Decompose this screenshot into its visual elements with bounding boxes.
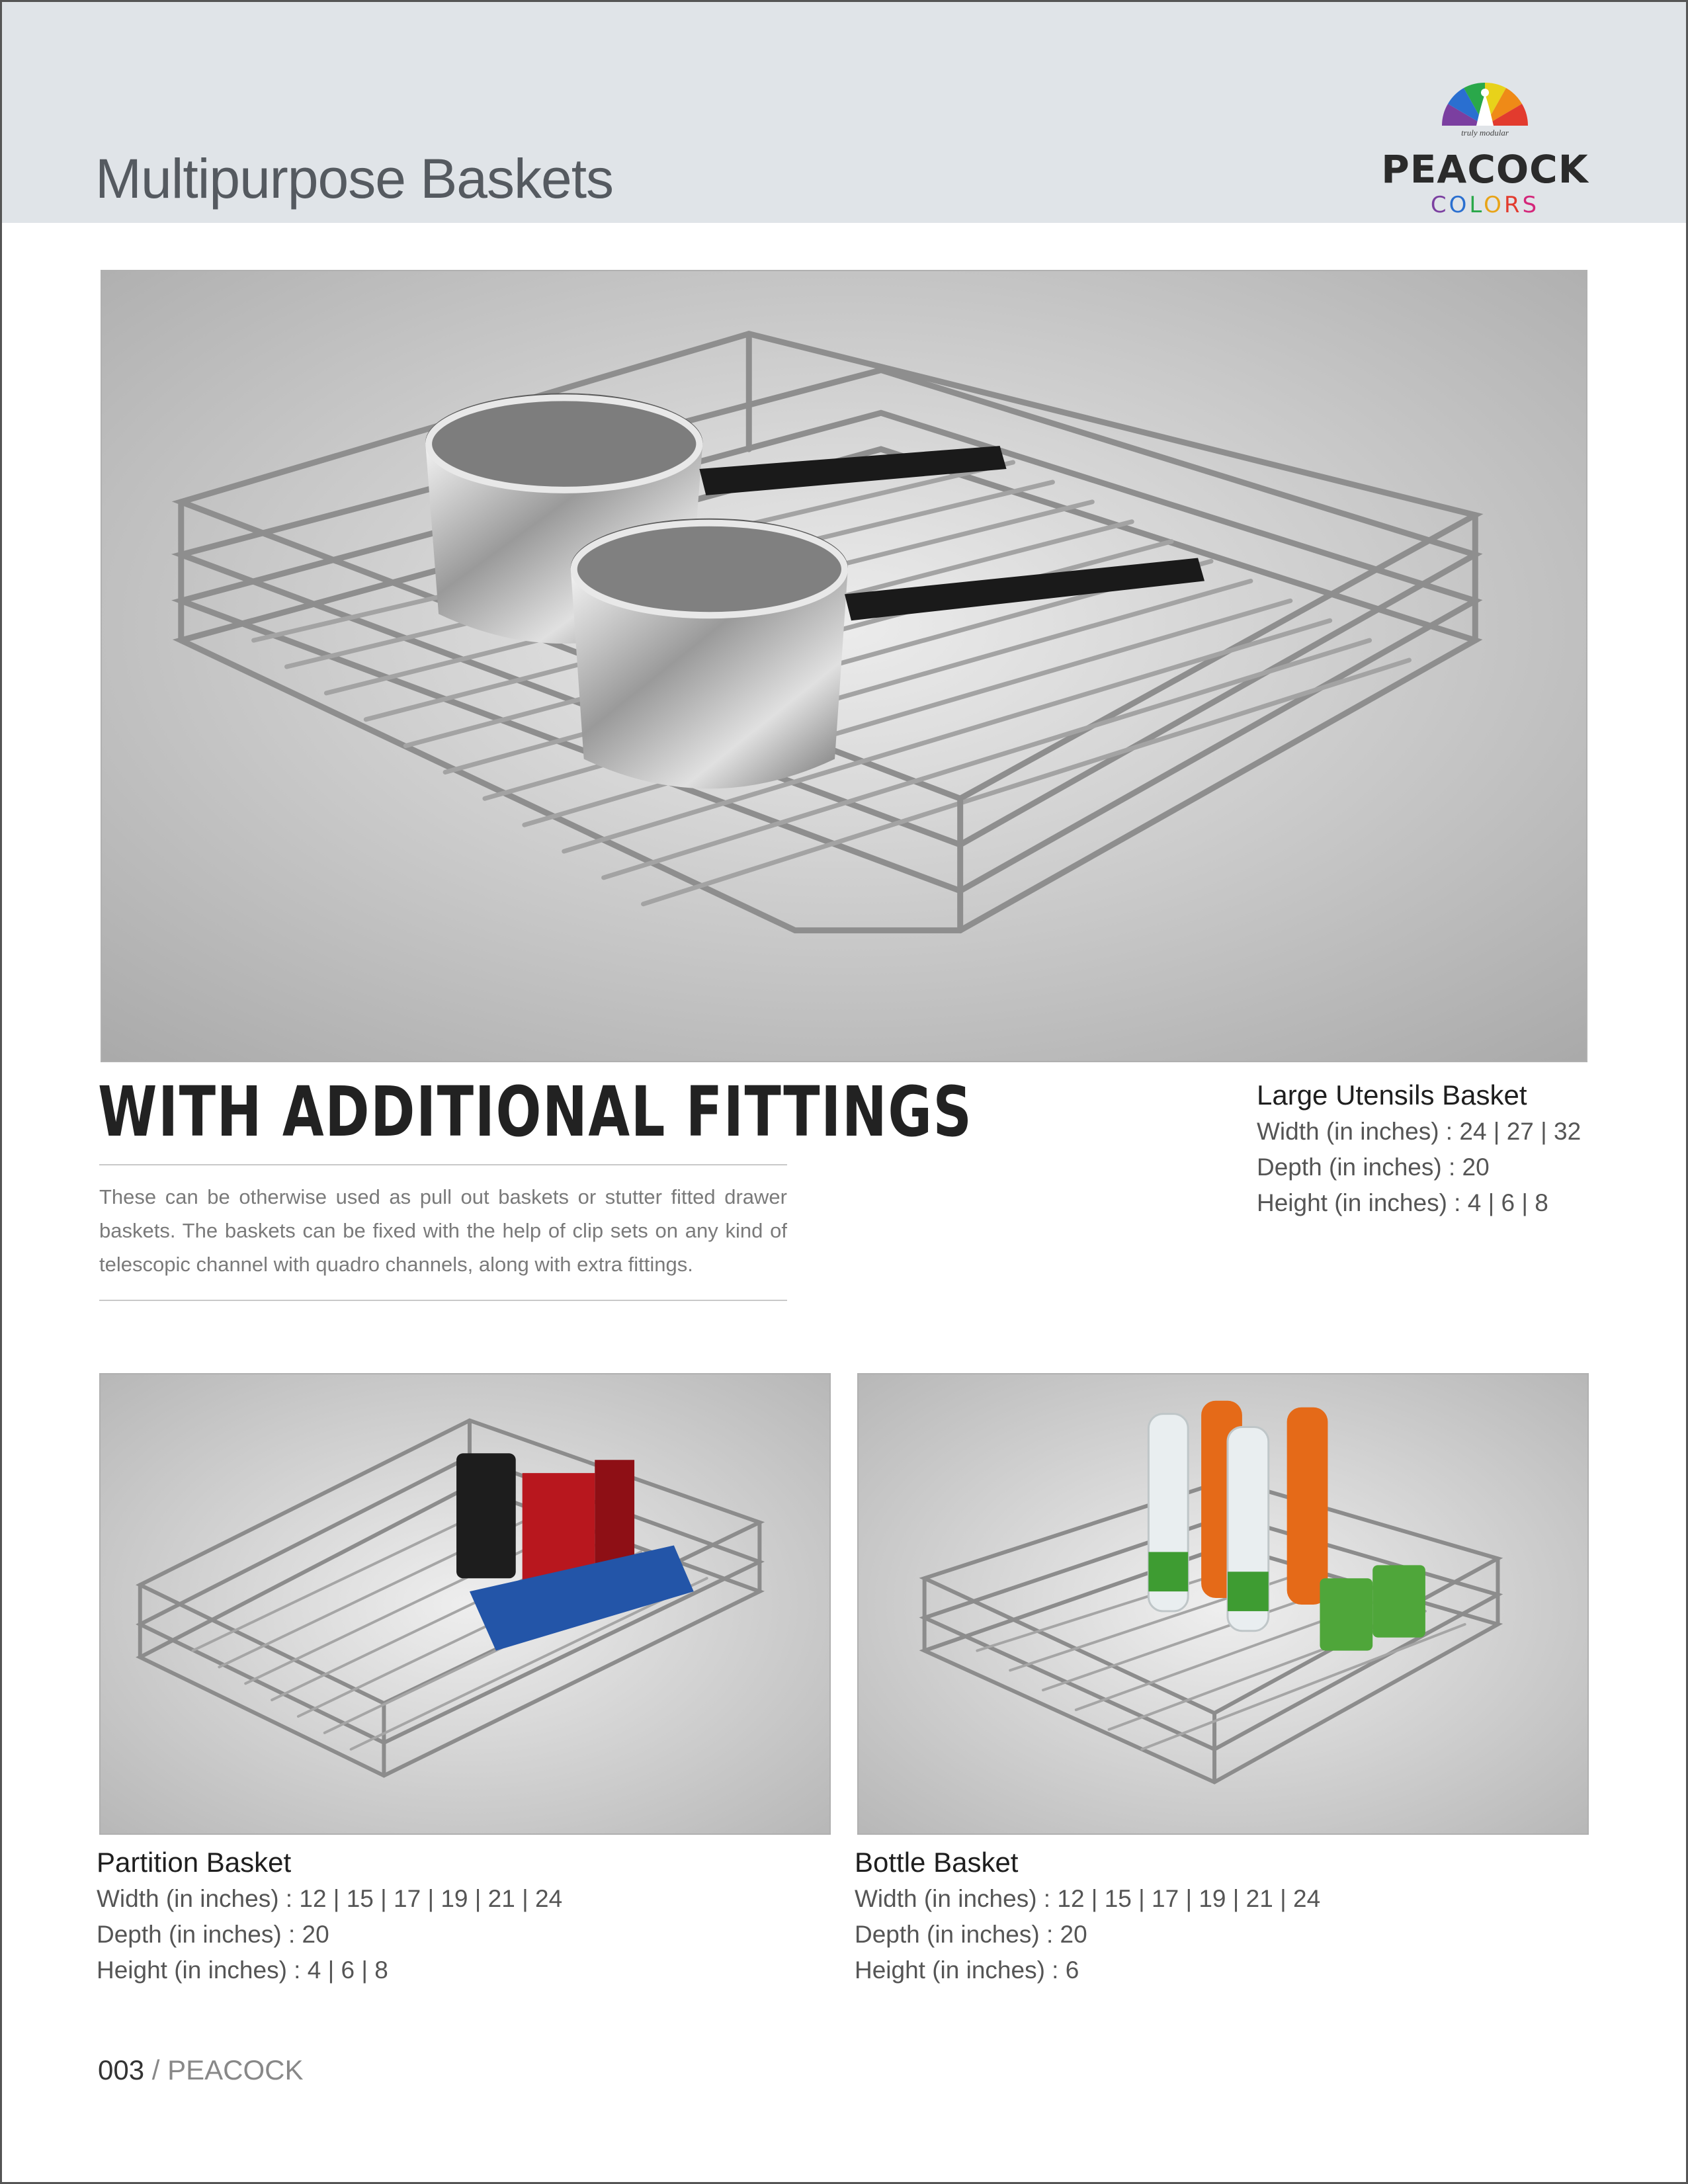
depth-spec: Depth (in inches) : 20: [97, 1921, 329, 1948]
height-spec: Height (in inches) : 4 | 6 | 8: [97, 1956, 388, 1984]
section-headline: WITH ADDITIONAL FITTINGS: [98, 1071, 973, 1152]
logo-subtitle-letter: R: [1503, 192, 1523, 218]
width-spec: Width (in inches) : 24 | 27 | 32: [1257, 1118, 1582, 1145]
peacock-logo: [1369, 78, 1601, 224]
divider-bottom: [99, 1300, 787, 1301]
logo-subtitle: [1369, 192, 1601, 218]
large-utensils-basket-photo: [101, 270, 1587, 1062]
partition-basket-spec: [97, 1844, 562, 1988]
footer-separator: /: [144, 2054, 168, 2085]
logo-subtitle-letter: L: [1469, 192, 1484, 218]
width-spec: Width (in inches) : 12 | 15 | 17 | 19 | 21 | 24: [97, 1885, 563, 1912]
height-spec: Height (in inches) : 4 | 6 | 8: [1257, 1189, 1548, 1216]
page-footer: [98, 2054, 303, 2086]
peacock-fan-icon: [1435, 78, 1535, 131]
logo-subtitle-letter: O: [1449, 192, 1470, 218]
logo-subtitle-letter: O: [1484, 192, 1504, 218]
bottle-basket-photo: [857, 1373, 1589, 1835]
page-title: Multipurpose Baskets: [95, 147, 614, 210]
large-utensils-spec: [1257, 1077, 1581, 1221]
footer-brand: PEACOCK: [167, 2054, 304, 2085]
logo-subtitle-letter: S: [1522, 192, 1540, 218]
product-name: Partition Basket: [97, 1847, 292, 1878]
depth-spec: Depth (in inches) : 20: [1257, 1154, 1490, 1181]
partition-basket-photo: [99, 1373, 831, 1835]
section-description: These can be otherwise used as pull out baskets or stutter fitted drawer baskets. The baskets can be fixed with the help of clip sets on any kind of telescopic channel with quadro channels, along with extra fittings.: [99, 1185, 787, 1276]
logo-wordmark: PEACOCK: [1381, 147, 1589, 192]
logo-subtitle-letter: C: [1430, 192, 1449, 218]
product-name: Large Utensils Basket: [1257, 1079, 1527, 1111]
product-name: Bottle Basket: [855, 1847, 1019, 1878]
width-spec: Width (in inches) : 12 | 15 | 17 | 19 | 21 | 24: [855, 1885, 1321, 1912]
page-number: 003: [98, 2054, 145, 2085]
bottle-basket-spec: [855, 1844, 1320, 1988]
depth-spec: Depth (in inches) : 20: [855, 1921, 1087, 1948]
logo-tagline: truly modular: [1461, 128, 1509, 138]
divider-top: [99, 1164, 787, 1165]
height-spec: Height (in inches) : 6: [855, 1956, 1079, 1984]
